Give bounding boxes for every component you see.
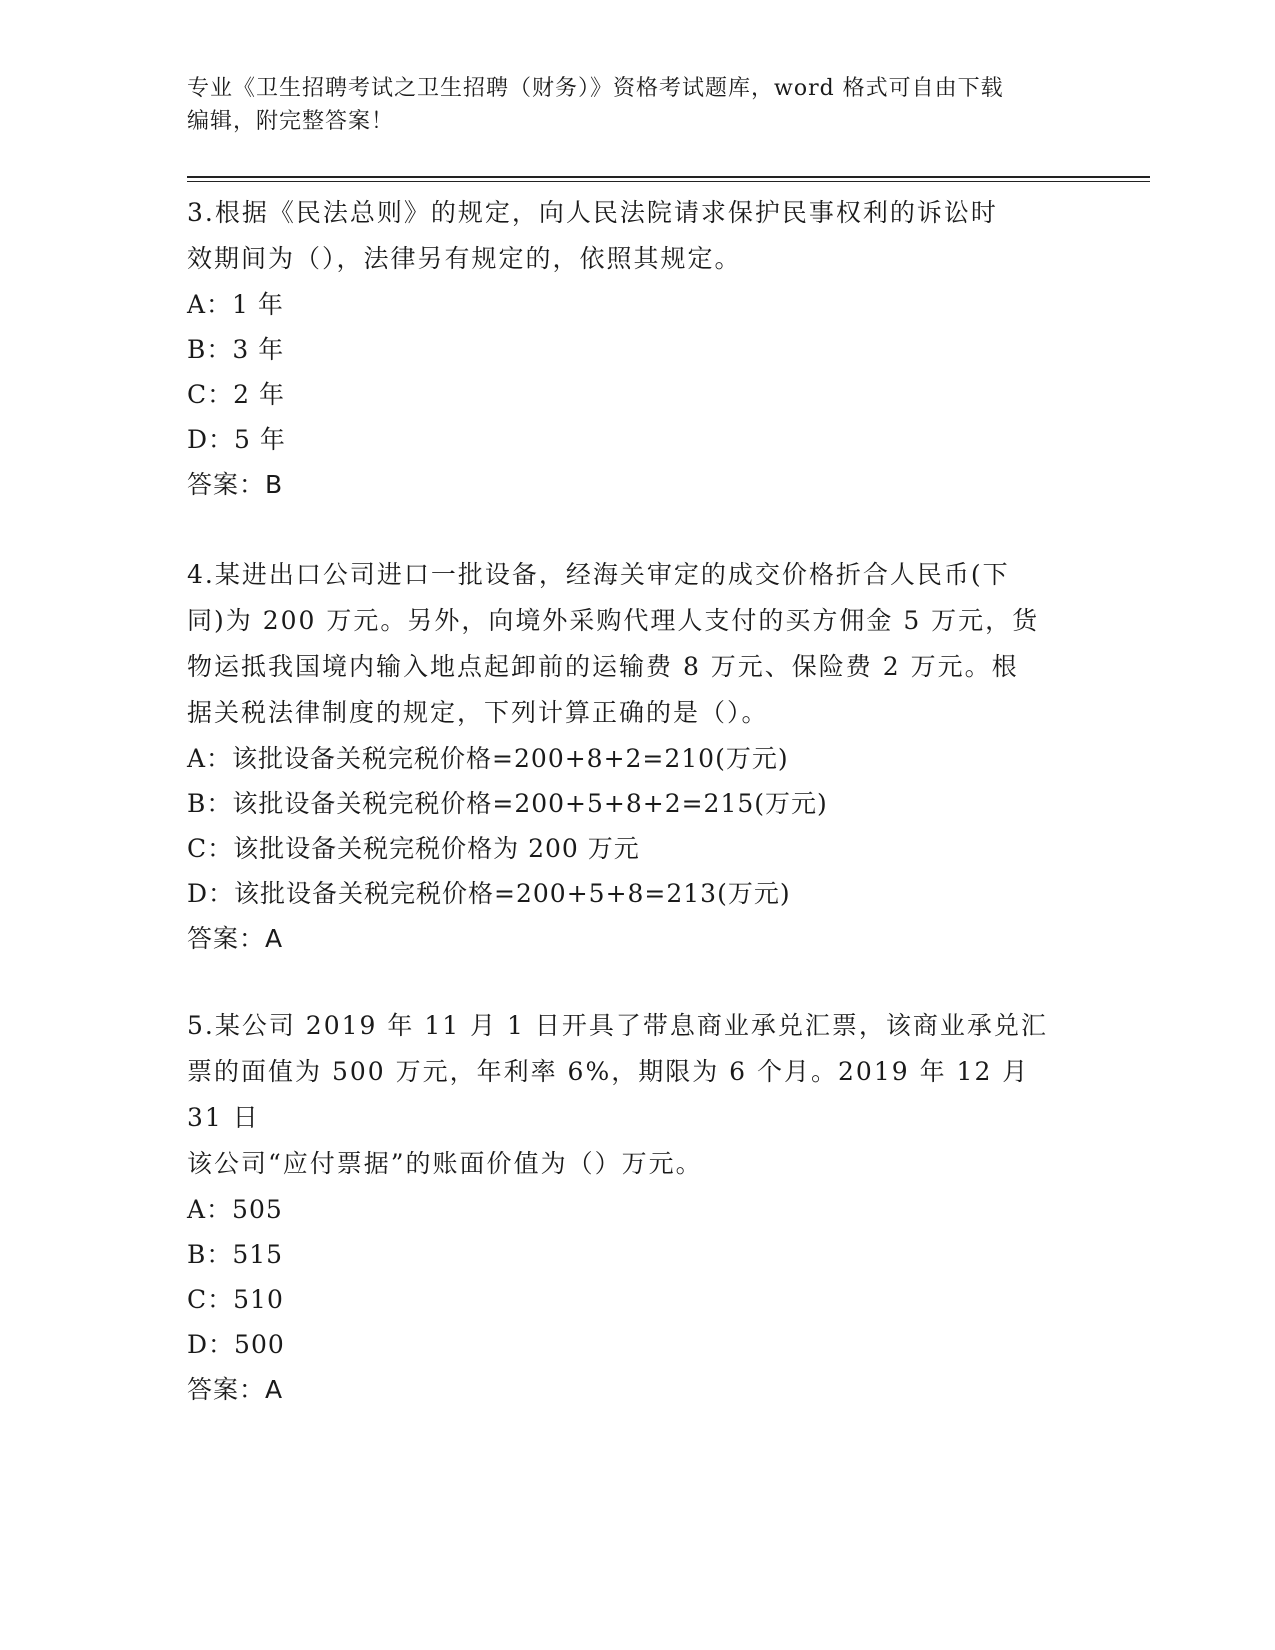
- question-stem-line: 4.某进出口公司进口一批设备，经海关审定的成交价格折合人民币(下: [187, 560, 1010, 589]
- question-stem-line: 效期间为（），法律另有规定的，依照其规定。: [187, 244, 742, 273]
- header-line-2: 编辑，附完整答案！: [187, 109, 395, 134]
- option-d: D：5 年: [187, 425, 286, 454]
- option-c: C：510: [187, 1285, 284, 1314]
- question-stem-line: 该公司“应付票据”的账面价值为（）万元。: [187, 1149, 703, 1178]
- option-c: C：该批设备关税完税价格为 200 万元: [187, 834, 640, 863]
- header-line-1: 专业《卫生招聘考试之卫生招聘（财务）》资格考试题库，word 格式可自由下载: [187, 76, 1004, 101]
- question-stem-line: 5.某公司 2019 年 11 月 1 日开具了带息商业承兑汇票，该商业承兑汇: [187, 1011, 1048, 1040]
- option-d: D：500: [187, 1330, 285, 1359]
- header-divider-thin: [187, 181, 1150, 182]
- header-divider-thick: [187, 176, 1150, 178]
- question-5: [187, 1003, 1067, 1412]
- answer: 答案：A: [187, 1375, 284, 1404]
- option-a: A：该批设备关税完税价格=200+8+2=210(万元): [187, 744, 789, 773]
- question-stem-line: 3.根据《民法总则》的规定，向人民法院请求保护民事权利的诉讼时: [187, 198, 998, 227]
- option-b: B：515: [187, 1240, 284, 1269]
- answer: 答案：A: [187, 924, 284, 953]
- question-3: [187, 190, 1067, 507]
- option-c: C：2 年: [187, 380, 285, 409]
- answer: 答案：B: [187, 470, 284, 499]
- option-b: B：该批设备关税完税价格=200+5+8+2=215(万元): [187, 789, 828, 818]
- question-stem-line: 同)为 200 万元。另外，向境外采购代理人支付的买方佣金 5 万元，货: [187, 606, 1040, 635]
- option-a: A：1 年: [187, 290, 284, 319]
- question-stem-line: 据关税法律制度的规定，下列计算正确的是（）。: [187, 698, 769, 727]
- option-a: A：505: [187, 1195, 283, 1224]
- option-b: B：3 年: [187, 335, 285, 364]
- question-stem-line: 票的面值为 500 万元，年利率 6%，期限为 6 个月。2019 年 12 月 31 日: [187, 1057, 1030, 1132]
- document-header: [187, 72, 1067, 138]
- question-4: [187, 552, 1067, 961]
- option-d: D：该批设备关税完税价格=200+5+8=213(万元): [187, 879, 791, 908]
- question-stem-line: 物运抵我国境内输入地点起卸前的运输费 8 万元、保险费 2 万元。根: [187, 652, 1019, 681]
